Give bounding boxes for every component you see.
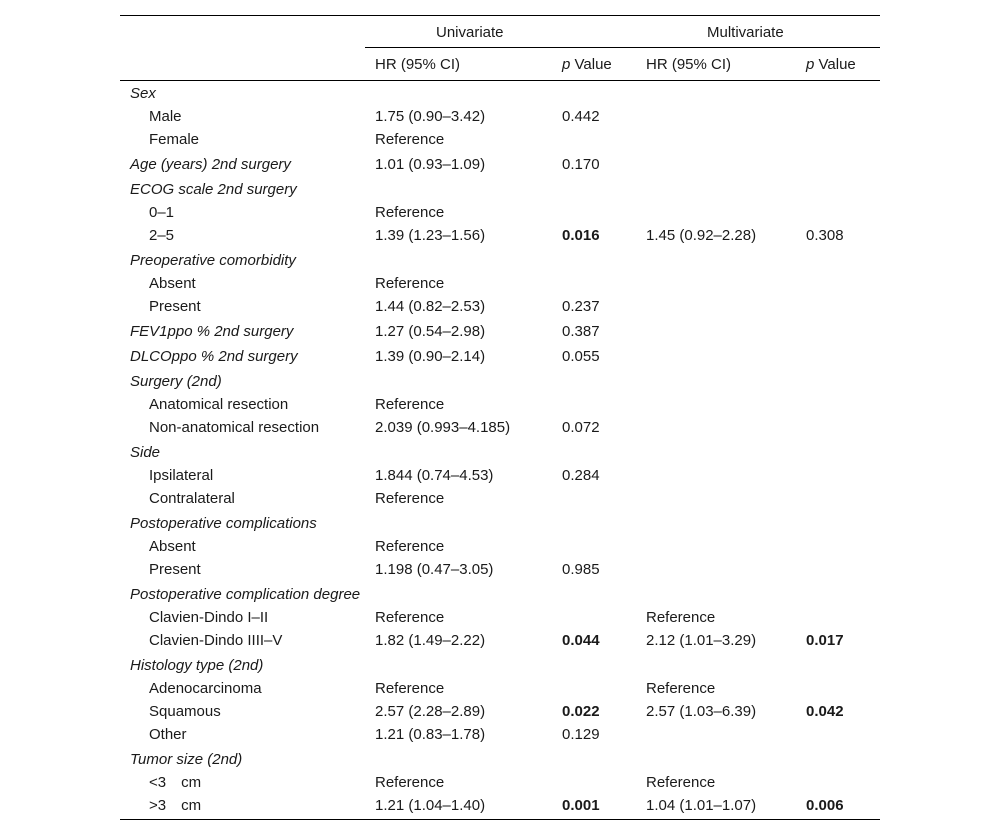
table-row	[120, 558, 880, 581]
table-row	[120, 677, 880, 700]
row-label: <3 cm	[149, 774, 202, 791]
multivariate-p-header: p Value	[806, 56, 856, 73]
row-label: DLCOppo % 2nd surgery	[130, 348, 298, 365]
multivariate-hr-cell: Reference	[646, 680, 716, 697]
univariate-hr-cell: 1.75 (0.90–3.42)	[375, 108, 486, 125]
table-group-header	[120, 16, 880, 48]
table-row	[120, 723, 880, 746]
table-row	[120, 535, 880, 558]
univariate-p-cell: 0.072	[562, 419, 600, 436]
table-row	[120, 105, 880, 128]
univariate-hr-cell: 1.01 (0.93–1.09)	[375, 156, 486, 173]
univariate-p-cell: 0.001	[562, 797, 600, 814]
multivariate-header: Multivariate	[707, 24, 784, 41]
row-label: Postoperative complications	[130, 515, 317, 532]
table-category-row	[120, 320, 880, 343]
univariate-hr-cell: Reference	[375, 609, 445, 626]
row-label: Ipsilateral	[149, 467, 214, 484]
row-label: Absent	[149, 538, 196, 555]
row-label: Side	[130, 444, 161, 461]
table-body	[120, 82, 880, 817]
table-row	[120, 295, 880, 318]
multivariate-hr-cell: Reference	[646, 774, 716, 791]
table-category-row	[120, 178, 880, 201]
univariate-hr-cell: Reference	[375, 204, 445, 221]
univariate-hr-cell: Reference	[375, 680, 445, 697]
univariate-p-cell: 0.129	[562, 726, 600, 743]
row-label: Present	[149, 561, 201, 578]
table-row	[120, 771, 880, 794]
row-label: Age (years) 2nd surgery	[130, 156, 291, 173]
row-label: Female	[149, 131, 200, 148]
univariate-hr-cell: Reference	[375, 538, 445, 555]
row-label: Other	[149, 726, 187, 743]
univariate-p-cell: 0.016	[562, 227, 600, 244]
univariate-hr-cell: 1.39 (1.23–1.56)	[375, 227, 486, 244]
row-label: Present	[149, 298, 201, 315]
multivariate-hr-cell: 2.57 (1.03–6.39)	[646, 703, 757, 720]
table-row	[120, 224, 880, 247]
multivariate-p-cell: 0.308	[806, 227, 844, 244]
table-row	[120, 629, 880, 652]
multivariate-hr-header: HR (95% CI)	[646, 56, 732, 73]
row-label: 2–5	[149, 227, 175, 244]
table-row	[120, 794, 880, 817]
row-label: Contralateral	[149, 490, 235, 507]
univariate-p-cell: 0.985	[562, 561, 600, 578]
univariate-hr-cell: Reference	[375, 490, 445, 507]
row-label: Sex	[130, 85, 156, 102]
table-row	[120, 464, 880, 487]
row-label: Histology type (2nd)	[130, 657, 264, 674]
row-label: Absent	[149, 275, 196, 292]
header-bottom-rule	[120, 80, 880, 81]
univariate-p-header: p Value	[562, 56, 612, 73]
row-label: ECOG scale 2nd surgery	[130, 181, 297, 198]
table-category-row	[120, 512, 880, 535]
row-label: Non-anatomical resection	[149, 419, 320, 436]
row-label: Preoperative comorbidity	[130, 252, 296, 269]
table-category-row	[120, 370, 880, 393]
univariate-p-cell: 0.284	[562, 467, 600, 484]
row-label: Squamous	[149, 703, 221, 720]
row-label: Clavien-Dindo I–II	[149, 609, 269, 626]
table-row	[120, 393, 880, 416]
univariate-hr-cell: 1.44 (0.82–2.53)	[375, 298, 486, 315]
univariate-hr-cell: 1.82 (1.49–2.22)	[375, 632, 486, 649]
table-row	[120, 416, 880, 439]
table-bottom-rule	[120, 819, 880, 820]
univariate-hr-cell: 1.39 (0.90–2.14)	[375, 348, 486, 365]
univariate-hr-cell: 1.21 (1.04–1.40)	[375, 797, 486, 814]
multivariate-p-cell: 0.017	[806, 632, 844, 649]
univariate-p-cell: 0.170	[562, 156, 600, 173]
row-label: Clavien-Dindo IIII–V	[149, 632, 283, 649]
multivariate-hr-cell: 2.12 (1.01–3.29)	[646, 632, 757, 649]
univariate-hr-cell: Reference	[375, 774, 445, 791]
multivariate-p-cell: 0.042	[806, 703, 844, 720]
table-category-row	[120, 249, 880, 272]
table-category-row	[120, 654, 880, 677]
univariate-p-cell: 0.237	[562, 298, 600, 315]
univariate-p-cell: 0.044	[562, 632, 600, 649]
univariate-hr-cell: 1.844 (0.74–4.53)	[375, 467, 494, 484]
table-row	[120, 128, 880, 151]
row-label: FEV1ppo % 2nd surgery	[130, 323, 294, 340]
univariate-hr-header: HR (95% CI)	[375, 56, 461, 73]
row-label: 0–1	[149, 204, 175, 221]
univariate-hr-cell: Reference	[375, 275, 445, 292]
row-label: >3 cm	[149, 797, 202, 814]
multivariate-p-cell: 0.006	[806, 797, 844, 814]
table-row	[120, 201, 880, 224]
hazard-ratio-table	[120, 15, 880, 814]
univariate-p-cell: 0.387	[562, 323, 600, 340]
multivariate-hr-cell: Reference	[646, 609, 716, 626]
univariate-header: Univariate	[436, 24, 504, 41]
table-row	[120, 272, 880, 295]
table-category-row	[120, 583, 880, 606]
row-label: Tumor size (2nd)	[130, 751, 243, 768]
univariate-hr-cell: 2.57 (2.28–2.89)	[375, 703, 486, 720]
univariate-hr-cell: 2.039 (0.993–4.185)	[375, 419, 511, 436]
group-header-rule	[365, 47, 880, 48]
row-label: Postoperative complication degree	[130, 586, 361, 603]
table-category-row	[120, 748, 880, 771]
table-category-row	[120, 441, 880, 464]
row-label: Surgery (2nd)	[130, 373, 222, 390]
univariate-p-cell: 0.442	[562, 108, 600, 125]
table-category-row	[120, 345, 880, 368]
univariate-hr-cell: 1.21 (0.83–1.78)	[375, 726, 486, 743]
table-row	[120, 487, 880, 510]
table-row	[120, 700, 880, 723]
univariate-hr-cell: 1.27 (0.54–2.98)	[375, 323, 486, 340]
univariate-hr-cell: Reference	[375, 396, 445, 413]
table-category-row	[120, 153, 880, 176]
multivariate-hr-cell: 1.04 (1.01–1.07)	[646, 797, 757, 814]
univariate-p-cell: 0.022	[562, 703, 600, 720]
row-label: Anatomical resection	[149, 396, 289, 413]
multivariate-hr-cell: 1.45 (0.92–2.28)	[646, 227, 757, 244]
univariate-hr-cell: Reference	[375, 131, 445, 148]
row-label: Male	[149, 108, 182, 125]
row-label: Adenocarcinoma	[149, 680, 262, 697]
univariate-hr-cell: 1.198 (0.47–3.05)	[375, 561, 494, 578]
table-row	[120, 606, 880, 629]
table-category-row	[120, 82, 880, 105]
univariate-p-cell: 0.055	[562, 348, 600, 365]
